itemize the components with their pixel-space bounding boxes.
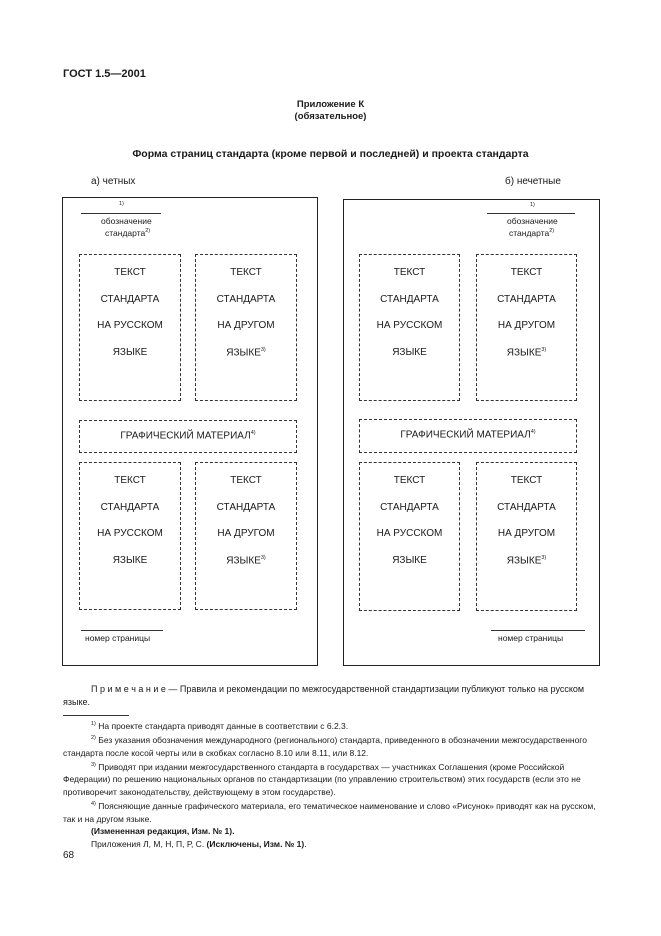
- language-word: ЯЗЫКЕ: [392, 555, 427, 566]
- footnote-1: [63, 718, 599, 732]
- standard-label: [509, 228, 554, 238]
- footnote-marker-1: 1): [119, 201, 124, 207]
- text-word: ТЕКСТ: [510, 267, 543, 278]
- footnote-marker-2: 2): [145, 228, 151, 235]
- standard-word: СТАНДАРТА: [100, 294, 160, 305]
- footnote-number: 4): [91, 801, 96, 808]
- footnote-4: [63, 798, 599, 825]
- standard-label-text: стандарта: [509, 228, 550, 238]
- footnote-marker-3: 3): [260, 347, 266, 353]
- standard-word: СТАНДАРТА: [497, 294, 556, 305]
- footnote-text: На проекте стандарта приводят данные в соответствии с 6.2.3.: [95, 720, 349, 731]
- excluded-suffix: .: [304, 838, 307, 849]
- footnote-2: [63, 732, 599, 759]
- footnotes-section: [63, 718, 599, 850]
- document-header-code: ГОСТ 1.5—2001: [63, 68, 146, 80]
- footnote-text: Без указания обозначения международного (регионального) стандарта, приведенного в обозначении межгосударственного стандарта после косой черты или в скобках согласно 8.10 или 8.11, или 8.12.: [63, 735, 587, 758]
- text-block-russian-bottom: [79, 462, 181, 610]
- footnote-3: [63, 759, 599, 798]
- standard-word: СТАНДАРТА: [380, 502, 439, 513]
- footnote-marker-3: 3): [541, 347, 547, 353]
- appendix-subtitle: (обязательное): [294, 111, 367, 122]
- text-word: ТЕКСТ: [510, 475, 543, 486]
- text-block-other-top: [195, 254, 297, 401]
- standard-word: СТАНДАРТА: [216, 294, 276, 305]
- language-word: ЯЗЫКЕ: [226, 347, 261, 359]
- designation-line: [81, 213, 161, 214]
- page-number-label: номер страницы: [85, 633, 151, 643]
- standard-word: СТАНДАРТА: [100, 502, 160, 513]
- standard-label-text: стандарта: [105, 228, 146, 238]
- russian-language-word: НА РУССКОМ: [97, 528, 163, 539]
- other-language-word: НА ДРУГОМ: [217, 528, 275, 539]
- text-block-russian-top: [359, 254, 460, 401]
- language-word: ЯЗЫКЕ: [506, 347, 542, 359]
- standard-word: СТАНДАРТА: [380, 294, 439, 305]
- graphic-material-label: ГРАФИЧЕСКИЙ МАТЕРИАЛ: [400, 429, 531, 441]
- text-word: ТЕКСТ: [114, 267, 146, 278]
- standard-word: СТАНДАРТА: [216, 502, 276, 513]
- language-word: ЯЗЫКЕ: [392, 347, 427, 358]
- language-word-with-note: [196, 347, 296, 358]
- designation-line: [487, 213, 575, 214]
- language-word: ЯЗЫКЕ: [506, 555, 542, 567]
- odd-pages-label: б) нечетные: [505, 176, 561, 187]
- text-word: ТЕКСТ: [230, 267, 262, 278]
- text-word: ТЕКСТ: [393, 475, 426, 486]
- text-word: ТЕКСТ: [114, 475, 146, 486]
- russian-language-word: НА РУССКОМ: [376, 528, 443, 539]
- footnote-marker-1: 1): [530, 202, 535, 208]
- other-language-word: НА ДРУГОМ: [497, 320, 556, 331]
- even-pages-label: а) четных: [91, 176, 136, 187]
- text-block-russian-top: [79, 254, 181, 401]
- appendix-title: Приложение К: [296, 99, 365, 110]
- other-language-word: НА ДРУГОМ: [497, 528, 556, 539]
- text-word: ТЕКСТ: [393, 267, 426, 278]
- excluded-appendices: [63, 838, 599, 851]
- graphic-material-block: [359, 419, 577, 453]
- text-block-other-bottom: [195, 462, 297, 610]
- excluded-prefix: Приложения Л, М, Н, П, Р, С.: [91, 838, 207, 849]
- footnote-text: Поясняющие данные графического материала, его тематическое наименование и слово «Рисунок» приводят как на русском, так и на другом языке.: [63, 801, 596, 824]
- language-word: ЯЗЫКЕ: [226, 555, 261, 567]
- graphic-material-label: ГРАФИЧЕСКИЙ МАТЕРИАЛ: [120, 430, 251, 442]
- russian-language-word: НА РУССКОМ: [376, 320, 443, 331]
- excluded-bold: (Исключены, Изм. № 1): [206, 838, 305, 849]
- footnote-number: 2): [91, 735, 96, 742]
- footnote-separator: [63, 715, 129, 716]
- footnote-marker-3: 3): [541, 555, 547, 561]
- text-block-other-bottom: [476, 462, 577, 611]
- note-label: П р и м е ч а н и е: [91, 684, 166, 694]
- footnote-marker-4: 4): [530, 429, 536, 435]
- graphic-material-label-wrap: [80, 430, 296, 441]
- text-word: ТЕКСТ: [230, 475, 262, 486]
- standard-label: [105, 228, 150, 238]
- language-word: ЯЗЫКЕ: [112, 347, 148, 358]
- note-text: — Правила и рекомендации по межгосударственной стандартизации публикуют только на русском языке.: [63, 684, 585, 707]
- footnote-marker-3: 3): [260, 555, 266, 561]
- language-word-with-note: [477, 347, 576, 358]
- text-block-other-top: [476, 254, 577, 401]
- change-note: (Измененная редакция, Изм. № 1).: [91, 826, 235, 837]
- footnote-number: 1): [91, 721, 96, 727]
- note-paragraph: [63, 683, 599, 709]
- odd-page-frame: [343, 199, 600, 666]
- language-word: ЯЗЫКЕ: [112, 555, 148, 566]
- form-title: Форма страниц стандарта (кроме первой и последней) и проекта стандарта: [132, 148, 529, 160]
- graphic-material-block: [79, 420, 297, 453]
- designation-label: обозначение: [101, 216, 152, 226]
- even-page-frame: [62, 197, 318, 666]
- standard-word: СТАНДАРТА: [497, 502, 556, 513]
- text-block-russian-bottom: [359, 462, 460, 611]
- designation-label: обозначение: [507, 216, 558, 226]
- other-language-word: НА ДРУГОМ: [217, 320, 275, 331]
- page-number: 68: [63, 850, 75, 861]
- graphic-material-label-wrap: [360, 429, 576, 440]
- footnote-number: 3): [91, 762, 96, 769]
- page-number-label: номер страницы: [498, 633, 564, 643]
- footnote-marker-2: 2): [549, 228, 555, 235]
- footnote-marker-4: 4): [250, 430, 256, 436]
- language-word-with-note: [196, 555, 296, 566]
- russian-language-word: НА РУССКОМ: [97, 320, 163, 331]
- page-number-line: [491, 630, 585, 631]
- language-word-with-note: [477, 555, 576, 566]
- footnote-text: Приводят при издании межгосударственного стандарта в государствах — участниках Соглашения (кроме Российской Федерации) по решению национальных органов по стандартизации (по управлению строительством) этих государств (если это не противоречит законодательству, действующему в этом государстве).: [63, 761, 581, 797]
- page-number-line: [81, 630, 163, 631]
